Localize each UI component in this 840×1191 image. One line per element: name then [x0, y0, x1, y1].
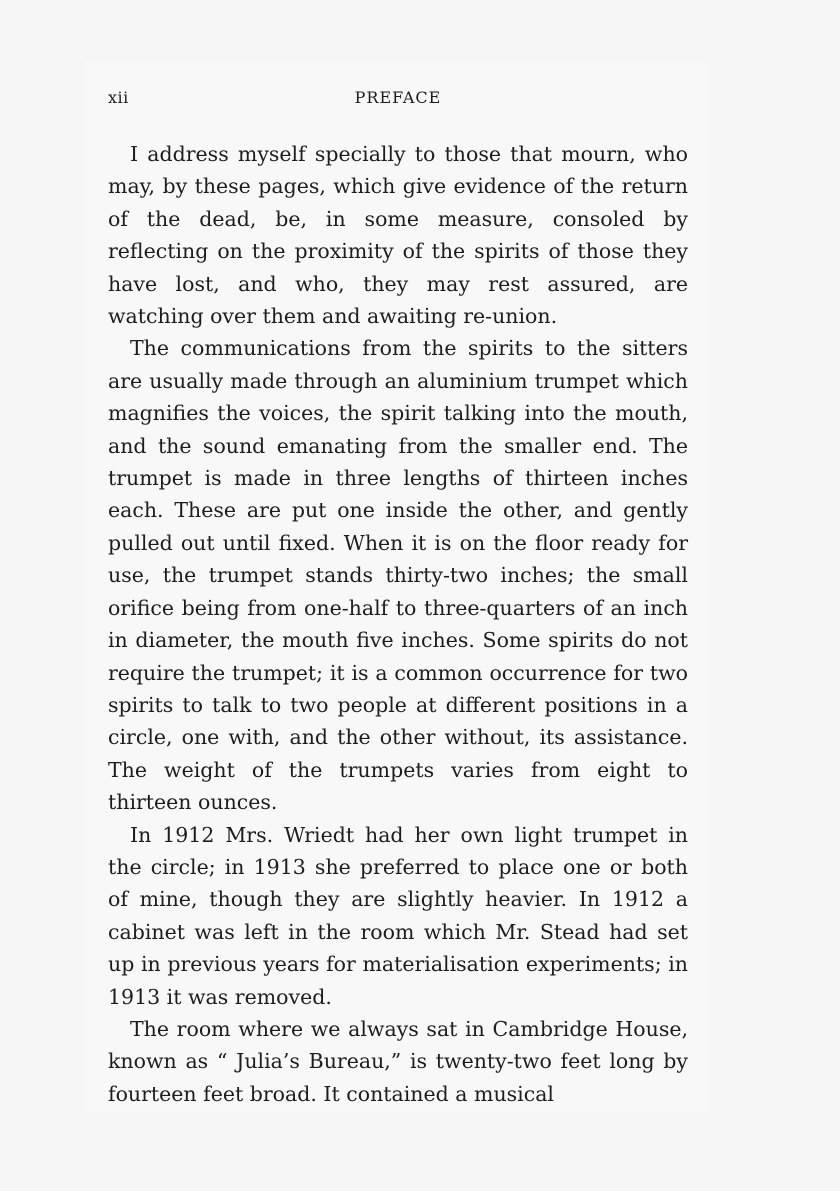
running-title: PREFACE	[354, 88, 442, 107]
page-number: xii	[108, 88, 129, 107]
paragraph-trumpet: The communications from the spirits to the sitters are usually made through an aluminium trumpet which magnifies the voices, the spirit talking into the mouth, and the sound emanating from the smaller end. The trumpet is made in three lengths of thirteen inches each. These are put one inside the other, and gently pulled out until fixed. When it is on the floor ready for use, the trumpet stands thirty-two inches; the small orifice being from one-half to three-quarters of an inch in diameter, the mouth five inches. Some spirits do not require the trumpet; it is a common occurrence for two spirits to talk to two people at different positions in a circle, one with, and the other without, its assistance. The weight of the trumpets varies from eight to thirteen ounces.	[108, 336, 688, 815]
page-header	[108, 88, 688, 112]
body-text	[108, 138, 688, 1110]
paragraph-mourn: I address myself specially to those that mourn, who may, by these pages, which give evidence of the return of the dead, be, in some measure, consoled by reflecting on the proximity of the spirits of those they have lost, and who, they may rest assured, are watching over them and awaiting re-union.	[108, 142, 688, 329]
paragraph-room: The room where we always sat in Cambridge House, known as “ Julia’s Bureau,” is twenty-two feet long by fourteen feet broad. It contained a musical	[108, 1016, 688, 1106]
paragraph-1912-1913: In 1912 Mrs. Wriedt had her own light trumpet in the circle; in 1913 she preferred to place one or both of mine, though they are slightly heavier. In 1912 a cabinet was left in the room which Mr. Stead had set up in previous years for materialisation experiments; in 1913 it was removed.	[108, 822, 688, 1009]
